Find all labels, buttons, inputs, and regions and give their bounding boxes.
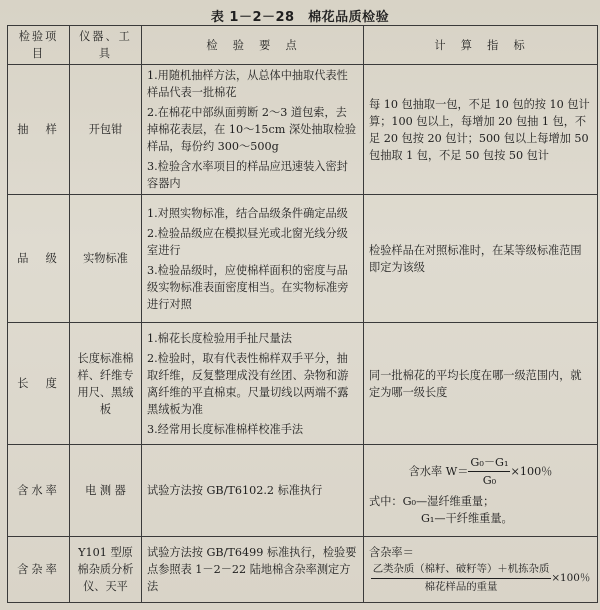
point-line: 试验方法按 GB/T6102.2 标准执行 bbox=[147, 484, 323, 497]
row-item: 品 级 bbox=[8, 195, 70, 323]
table-title: 表 1－2－28 棉花品质检验 bbox=[210, 10, 390, 25]
formula-fraction bbox=[468, 454, 510, 489]
row-points bbox=[142, 65, 364, 195]
point-line: 试验方法按 GB/T6499 标准执行，检验要点参照表 1－2－22 陆地棉含杂率测定方法 bbox=[147, 546, 357, 593]
point-line: 2.在棉花中部纵面剪断 2～3 道包索，去掉棉花表层，在 10～15cm 深处抽取检验样品，每份约 300～500g bbox=[147, 106, 357, 153]
row-calc bbox=[364, 65, 598, 195]
formula-numerator: 乙类杂质（棉籽、破籽等）＋机拣杂质 bbox=[371, 561, 552, 579]
header-item: 检验项目 bbox=[8, 26, 70, 65]
row-calc bbox=[364, 323, 598, 445]
header-row bbox=[8, 26, 598, 65]
formula-suffix: ×100％ bbox=[510, 465, 553, 478]
point-line: 3.经常用长度标准棉样校准手法 bbox=[147, 422, 304, 436]
row-tool: 开包钳 bbox=[70, 65, 142, 195]
row-calc bbox=[364, 537, 598, 603]
impurity-formula bbox=[369, 561, 592, 596]
row-item: 长 度 bbox=[8, 323, 70, 445]
point-line: 1.棉花长度检验用手扯尺量法 bbox=[147, 331, 292, 345]
formula-suffix: ×100％ bbox=[551, 571, 591, 584]
calc-text: 检验样品在对照标准时，在某等级标准范围即定为该级 bbox=[369, 243, 582, 274]
formula-lhs: 含水率 W＝ bbox=[408, 465, 469, 478]
point-line: 2.检验品级应在模拟昼光或北窗光线分级室进行 bbox=[147, 226, 348, 257]
formula-where: 式中：G₀—湿纤维重量； bbox=[369, 495, 495, 508]
row-tool: 电 测 器 bbox=[70, 445, 142, 537]
cotton-quality-table bbox=[7, 25, 598, 603]
table-row bbox=[8, 323, 598, 445]
point-line: 1.对照实物标准，结合品级条件确定品级 bbox=[147, 206, 348, 220]
formula-numerator: G₀－G₁ bbox=[468, 454, 510, 472]
row-points bbox=[142, 445, 364, 537]
header-tool: 仪器、工具 bbox=[70, 26, 142, 65]
row-calc bbox=[364, 445, 598, 537]
row-tool: 长度标准棉样、纤维专用尺、黑绒板 bbox=[70, 323, 142, 445]
row-item: 抽 样 bbox=[8, 65, 70, 195]
calc-text: 同一批棉花的平均长度在哪一级范围内，就定为哪一级长度 bbox=[369, 368, 582, 399]
row-tool: 实物标准 bbox=[70, 195, 142, 323]
row-item: 含杂率 bbox=[8, 537, 70, 603]
row-item: 含水率 bbox=[8, 445, 70, 537]
formula-denominator: G₀ bbox=[482, 474, 497, 487]
point-line: 3.检验含水率项目的样品应迅速装入密封容器内 bbox=[147, 160, 348, 190]
formula-fraction bbox=[371, 561, 552, 596]
point-line: 1.用随机抽样方法，从总体中抽取代表性样品代表一批棉花 bbox=[147, 69, 348, 99]
table-row bbox=[8, 65, 598, 195]
row-points bbox=[142, 323, 364, 445]
point-line: 3.检验品级时，应使棉样面积的密度与品级实物标准表面密度相当。在实物标准旁进行对照 bbox=[147, 263, 349, 311]
row-calc bbox=[364, 195, 598, 323]
table-row bbox=[8, 195, 598, 323]
table-row bbox=[8, 445, 598, 537]
row-points bbox=[142, 195, 364, 323]
row-points bbox=[142, 537, 364, 603]
formula-lhs: 含杂率＝ bbox=[369, 545, 414, 559]
formula-where: G₁—干纤维重量。 bbox=[421, 512, 513, 525]
point-line: 2.检验时，取有代表性棉样双手平分，抽取纤维，反复整理成没有丝团、杂物和游离纤维的平直棉束。尺量切线以两端不露黑绒板为准 bbox=[147, 351, 349, 416]
moisture-formula bbox=[369, 454, 592, 489]
row-tool: Y101 型原棉杂质分析仪、天平 bbox=[70, 537, 142, 603]
calc-text: 每 10 包抽取一包，不足 10 包的按 10 包计算；100 包以上，每增加 20 包抽 1 包，不足 20 包按 20 包计；500 包以上每增加 50 包抽取 1 包，不足 50 包按 50 包计 bbox=[369, 97, 590, 162]
table-row bbox=[8, 537, 598, 603]
header-points: 检 验 要 点 bbox=[142, 26, 364, 65]
header-calc: 计 算 指 标 bbox=[364, 26, 598, 65]
formula-denominator: 棉花样品的重量 bbox=[424, 580, 498, 593]
